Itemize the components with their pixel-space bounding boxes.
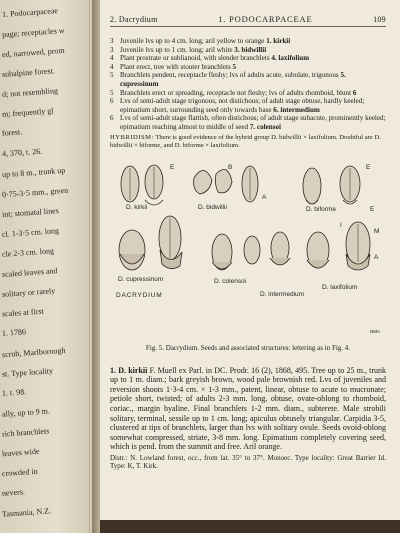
key-couplet: [110, 46, 386, 55]
left-page-line: m; frequently gl: [1, 106, 54, 119]
key-text: [120, 54, 386, 63]
key-result: 6: [352, 88, 357, 97]
page-content: [110, 14, 386, 471]
key-result: 6. intermedium: [273, 105, 320, 114]
key-number: 4: [110, 62, 114, 71]
left-page-line: forest.: [1, 127, 23, 138]
key-statement: Plant prostrate or sublianoid, with slender branchlets: [120, 54, 270, 63]
hybridism-note: [110, 134, 386, 150]
key-result: 7. colensoi: [249, 122, 281, 131]
left-page-line: rich branchlets: [1, 426, 50, 439]
left-page-line: 1. Podocarpaceae: [1, 6, 59, 19]
illustrator-signature: NMA: [370, 328, 380, 334]
key-text: [120, 37, 386, 46]
key-text: [120, 71, 386, 88]
left-page-line: Tasmania, N.Z.: [1, 506, 52, 519]
header-family: 1. PODOCARPACEAE: [218, 14, 313, 24]
key-text: [120, 114, 386, 131]
hybridism-text: There is good evidence of the hybrid group D. bidwillii × laxifolium. Doubtful are D. bidwillii × biforme, and D. biforme × laxifolium.: [110, 133, 381, 149]
book-edge-shadow: [100, 520, 400, 533]
colensoi-seed-2: [244, 236, 260, 264]
left-page-line: leaves wide: [1, 446, 40, 459]
left-page-line: scrub, Marlborough: [1, 345, 66, 360]
label-intermedium: D. intermedium: [260, 290, 305, 298]
figure-caption: Fig. 5. Dacrydium. Seeds and associated structures: lettering as in Fig. 4.: [145, 343, 351, 352]
biforme-seed-2: [303, 168, 321, 204]
key-text: [120, 46, 386, 55]
left-page-line: ally, up to 9 m.: [1, 406, 51, 419]
left-page-line: nevers.: [1, 487, 26, 498]
key-number: 3: [110, 37, 114, 45]
key-couplet: [110, 71, 386, 88]
label-genus: DACRYDIUM: [116, 291, 163, 299]
key-result: 1. kirkii: [266, 37, 291, 45]
key-text: [120, 63, 386, 72]
key-number: 4: [110, 54, 114, 63]
key-statement: Branchlets pendent, receptacle fleshy; lvs of adults acute, subulate, trigonous: [120, 71, 339, 80]
page-edge-line: [89, 0, 90, 533]
left-page-line: crowded in: [1, 466, 39, 479]
key-number: 3: [110, 45, 114, 54]
key-number: 6: [110, 97, 114, 106]
left-page: [0, 0, 96, 533]
key-result: 5: [232, 62, 237, 71]
label-cupressinum: D. cupressinum: [118, 275, 164, 283]
right-page: [100, 0, 400, 533]
label-laxifolium: D. laxifolium: [322, 283, 358, 291]
letter-b: B: [228, 163, 233, 171]
left-page-line: 1. t. 98.: [1, 387, 27, 398]
left-page-line: scales at first: [1, 306, 44, 319]
left-page-line: int; stomatal lines: [1, 206, 60, 219]
left-page-line: d; not resembling: [1, 86, 59, 99]
key-couplet: [110, 97, 386, 114]
label-kirkii: D. kirkii: [126, 203, 148, 211]
identification-key: [110, 37, 386, 132]
left-page-line: solitary or rarely: [1, 286, 56, 299]
key-number: 6: [110, 114, 114, 123]
letter-e2: E: [366, 163, 371, 171]
left-page-line: scaled leaves and: [1, 266, 58, 279]
letter-a2: A: [374, 253, 379, 261]
label-bidwillii: D. bidwillii: [198, 203, 227, 211]
key-text: [120, 89, 386, 98]
left-page-line: 4, 370, t. 26.: [1, 146, 43, 159]
running-header: [110, 14, 386, 27]
species-description: Tree up to 25 m., trunk up to 1 m. diam.; bark greyish brown, wood pale brownish red. Lvs of juveniles and reversion shoots 1·3-4 cm. × 1-3 mm., patent, linear, obtuse to acute to mucronate; petiole short, twisted; of adults 2-3 mm. long, obtuse, ovate-oblong to rhomboid, coriac., margin hyaline. Final branchlets 1-2 mm. diam., subterete. Male strobili solitary, terminal, sessile up to 1 cm. long; apiculus obtusely triangular. Carpidia 3-5, clustered at tips of branchlets, larger than lvs with solitary ovule. Seeds ovoid-oblong somewhat compressed, striate, 3-8 mm. long. Epimatium completely covering seed, which is pend. from the summit and free. Aril orange.: [110, 365, 387, 452]
species-distribution: Distr.: N. Lowland forest, occ., from lat. 35° to 37°. Monoec. Type locality: Great Barrier Id. Type: K, T. Kirk.: [110, 453, 386, 471]
key-statement: Lvs of semi-adult stage trigonous, not distichous; of adult stage obtuse, hardly keeled; epimatium short, surrounding seed only towards base: [120, 97, 365, 114]
hybridism-label: HYBRIDISM:: [110, 133, 154, 141]
key-couplet: [110, 54, 386, 63]
left-page-line: 1. 1786: [1, 327, 27, 338]
species-author: F. Muell ex Parl. in DC. Prodr. 16 (2), 1868, 495.: [149, 365, 310, 375]
key-result: 4. laxifolium: [271, 54, 310, 63]
species-entry: [110, 366, 386, 472]
left-page-line: up to 8 m., trunk up: [1, 165, 66, 180]
letter-e1: E: [170, 163, 175, 171]
species-title: 1. D. kirkii: [110, 365, 148, 375]
key-couplet: [110, 63, 386, 72]
key-text: [120, 97, 386, 114]
seed-illustrations: [110, 158, 386, 328]
letter-e3: E: [370, 205, 375, 213]
left-page-line: page; receptacles w: [1, 25, 65, 40]
left-page-line: 0·75-3·5 mm., green: [1, 185, 69, 200]
label-colensoi: D. colensoi: [214, 277, 247, 285]
bidwillii-seed-1: [194, 170, 212, 194]
key-couplet: [110, 114, 386, 131]
header-section: 2. Dacrydium: [110, 15, 158, 24]
bidwillii-seed-2: [215, 169, 232, 192]
left-page-line: st. Type locality: [1, 366, 54, 379]
page-number: 109: [373, 15, 386, 24]
key-result: 5. cupressinum: [120, 71, 346, 88]
key-statement: Branchlets erect or spreading, receptacle not fleshy; lvs of adults rhomboid, blunt: [120, 88, 352, 97]
key-couplet: [110, 89, 386, 98]
key-result: 3. bidwillii: [234, 45, 267, 54]
letter-i: I: [340, 221, 342, 229]
key-number: 5: [110, 71, 114, 80]
key-couplet: [110, 37, 386, 46]
key-statement: Juvenile lvs up to 4 cm. long; aril yellow to orange: [120, 37, 265, 45]
left-page-line: cle 2-3 cm. long: [1, 246, 55, 259]
left-page-line: ed, narrowed, prom: [1, 45, 65, 60]
letter-m: M: [374, 227, 380, 235]
letter-a1: A: [262, 193, 267, 201]
key-number: 5: [110, 88, 114, 97]
figure-5: [110, 158, 386, 338]
key-statement: Lvs of semi-adult stage flattish, often distichous; of adult stage subacute, prominently keeled; epimatium reaching almost to middle of seed: [120, 114, 386, 131]
label-biforme: D. biforme: [306, 205, 336, 213]
key-statement: Juvenile lvs up to 1 cm. long; aril white: [120, 45, 233, 54]
left-page-line: subalpine forest.: [1, 66, 56, 79]
key-statement: Plant erect, tree with stouter branchlets: [120, 62, 231, 71]
left-page-line: cl. 1-3·5 cm. long: [1, 226, 60, 239]
